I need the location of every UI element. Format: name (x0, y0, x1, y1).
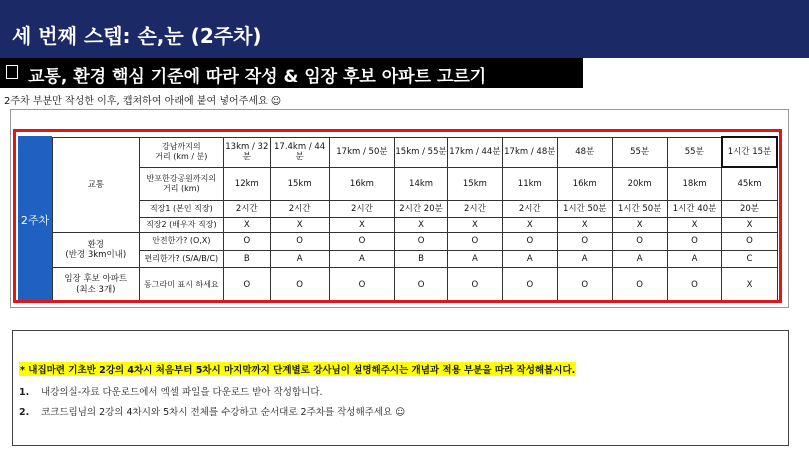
table-cell: X (722, 268, 777, 303)
table-cell: X (502, 218, 557, 233)
criterion-label: 안전한가? (O,X) (139, 233, 223, 250)
table-cell: 17km / 48분 (502, 137, 557, 167)
table-cell: O (270, 268, 329, 303)
table-cell: O (329, 233, 394, 250)
table-cell: X (224, 218, 270, 233)
table-cell: 16km (557, 167, 612, 200)
table-cell: X (667, 218, 722, 233)
table-cell: 15km / 55분 (395, 137, 448, 167)
table-cell: X (329, 218, 394, 233)
note-item (19, 404, 405, 418)
slide-header (0, 0, 809, 58)
table-cell: 16km (329, 167, 394, 200)
table-cell: O (270, 233, 329, 250)
table-cell: 17km / 50분 (329, 137, 394, 167)
note-item (19, 384, 323, 398)
table-cell: O (395, 233, 448, 250)
table-cell: 13km / 32분 (224, 137, 270, 167)
table-cell: A (557, 250, 612, 267)
table-cell: O (667, 233, 722, 250)
table-cell: 17.4km / 44분 (270, 137, 329, 167)
slide-title: 세 번째 스텝: 손,눈 (2주차) (12, 24, 262, 48)
table-cell: O (395, 268, 448, 303)
table-cell: A (667, 250, 722, 267)
table-cell: O (502, 233, 557, 250)
table-cell: O (667, 268, 722, 303)
table-cell: A (502, 250, 557, 267)
criterion-label: 편리한가? (S/A/B/C) (139, 250, 223, 267)
table-cell: C (722, 250, 777, 267)
criterion-label: 직장2 (배우자 직장) (139, 218, 223, 233)
table-cell: 1시간 50분 (612, 200, 667, 217)
instruction-text: 2주차 부분만 작성한 이후, 캡쳐하여 아래에 붙여 넣어주세요 ☺ (4, 96, 282, 107)
table-cell: B (224, 250, 270, 267)
table-cell: O (557, 268, 612, 303)
table-cell: 1시간 15분 (722, 137, 777, 167)
table-cell: 11km (502, 167, 557, 200)
criterion-label: 반포한강공원까지의 거리 (km) (139, 167, 223, 200)
table-cell: 2시간 (224, 200, 270, 217)
table-row (53, 218, 778, 233)
table-row (53, 250, 778, 267)
table-cell: O (722, 233, 777, 250)
note-text: 내강의실-자료 다운로드에서 엑셀 파일을 다운로드 받아 작성합니다. (41, 387, 323, 398)
table-cell: 2시간 (329, 200, 394, 217)
table-cell: O (612, 233, 667, 250)
table-cell: 15km (270, 167, 329, 200)
table-cell: O (557, 233, 612, 250)
table-cell: 55분 (612, 137, 667, 167)
category-environment: 환경 (반경 3km이내) (53, 233, 140, 268)
table-cell: X (722, 218, 777, 233)
table-row (53, 268, 778, 303)
table-cell: 17km / 44분 (447, 137, 502, 167)
table-cell: X (395, 218, 448, 233)
table-cell: 1시간 50분 (557, 200, 612, 217)
table-cell: X (612, 218, 667, 233)
table-cell: 2시간 (502, 200, 557, 217)
table-cell: O (502, 268, 557, 303)
table-cell: 55분 (667, 137, 722, 167)
table-cell: B (395, 250, 448, 267)
table-cell: O (447, 233, 502, 250)
criteria-table (52, 136, 778, 303)
section-bar (0, 58, 583, 88)
table-cell: O (447, 268, 502, 303)
table-row (53, 167, 778, 200)
table-cell: 20km (612, 167, 667, 200)
table-cell: X (447, 218, 502, 233)
category-candidates: 임장 후보 아파트 (최소 3개) (53, 268, 140, 303)
note-highlight: * 내집마련 기초반 2강의 4차시 처음부터 5차시 마지막까지 단계별로 강사님이 설명해주시는 개념과 적용 부분을 따라 작성해봅시다. (19, 362, 576, 376)
category-transport: 교통 (53, 137, 140, 233)
table-row (53, 137, 778, 167)
table-row (53, 233, 778, 250)
week-label: 2주차 (18, 136, 52, 303)
criterion-label: 직장1 (본인 직장) (139, 200, 223, 217)
table-cell: O (224, 233, 270, 250)
note-text: 코크드림님의 2강의 4차시와 5차시 전체를 수강하고 순서대로 2주차를 작성해주세요 ☺ (41, 407, 406, 418)
table-cell: X (270, 218, 329, 233)
table-cell: 2시간 20분 (395, 200, 448, 217)
checkbox-square-icon (6, 65, 18, 79)
criterion-label: 강남까지의 거리 (km / 분) (139, 137, 223, 167)
table-cell: 18km (667, 167, 722, 200)
note-number: 1. (19, 387, 30, 398)
table-cell: 20분 (722, 200, 777, 217)
table-cell: 15km (447, 167, 502, 200)
section-title: 교통, 환경 핵심 기준에 따라 작성 & 임장 후보 아파트 고르기 (28, 67, 487, 87)
table-cell: 1시간 40분 (667, 200, 722, 217)
table-cell: X (557, 218, 612, 233)
table-cell: O (329, 268, 394, 303)
table-cell: A (612, 250, 667, 267)
table-cell: 48분 (557, 137, 612, 167)
table-cell: 2시간 (270, 200, 329, 217)
table-cell: A (329, 250, 394, 267)
table-cell: 12km (224, 167, 270, 200)
note-number: 2. (19, 407, 30, 418)
table-row (53, 200, 778, 217)
table-cell: 2시간 (447, 200, 502, 217)
criterion-label: 동그라미 표시 하세요 (139, 268, 223, 303)
table-cell: 45km (722, 167, 777, 200)
table-cell: 14km (395, 167, 448, 200)
table-cell: O (612, 268, 667, 303)
table-cell: O (224, 268, 270, 303)
table-cell: A (270, 250, 329, 267)
table-cell: A (447, 250, 502, 267)
